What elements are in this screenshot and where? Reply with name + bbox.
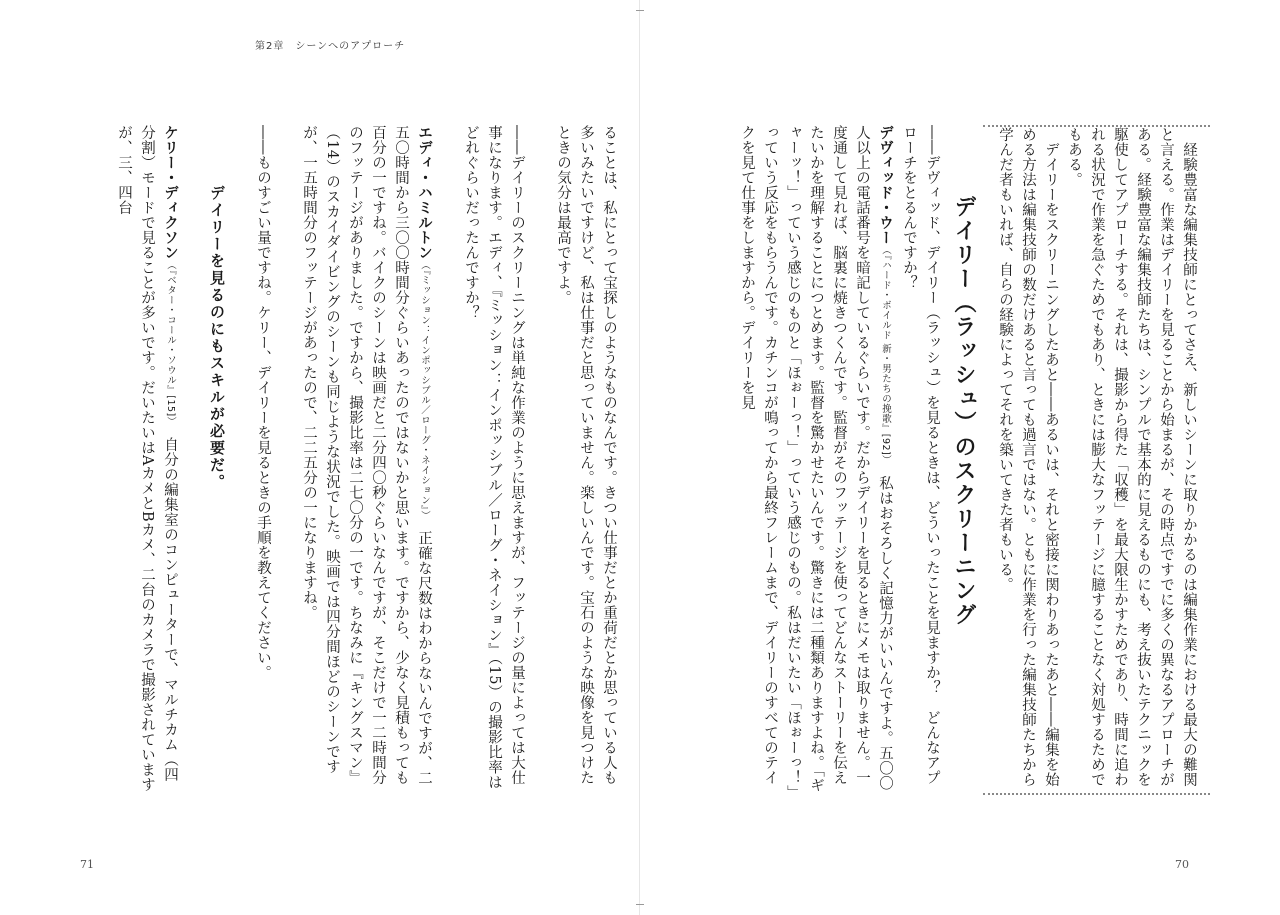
gutter [639, 0, 640, 915]
running-head: 第2章 シーンへのアプローチ [255, 41, 406, 52]
question-2: ――デイリーのスクリーニングは単純な作業のように思えますが、フッテージの量によっては大仕事になります。エディ、『ミッション：インポッシブル／ローグ・ネイション』（15）の撮影比率はどれぐらいだったんですか？ [463, 125, 525, 790]
answer-2 [297, 125, 436, 795]
trim-mark-bottom [636, 904, 644, 905]
answer-3-text: 自分の編集室のコンピューターで、マルチカム（四分割）モードで見ることが多いです。だいたいはAカメとBカメ、二台のカメラで撮影されていますが、三、四台 [116, 125, 178, 793]
page-number-left: 71 [80, 858, 94, 871]
intro-paragraph-1: 経験豊富な編集技師にとってさえ、新しいシーンに取りかかるのは編集作業における最大の難関と言える。作業はデイリーを見ることから始まるが、その時点ですでに多くの異なるアプローチがある。経験豊富な編集技師たちは、シンプルで基本的に見えるものにも、考え抜いたテクニックを駆使してアプローチする。それは、撮影から得た「収穫」を最大限生かすためであり、時間に追われる状況で作業を急ぐためでもあり、ときには膨大なフッテージに臆することなく対処するためでもある。 [1066, 127, 1197, 787]
right-page [665, 125, 1210, 795]
question-3: ――ものすごい量ですね。ケリー、デイリーを見るときの手順を教えてください。 [255, 125, 271, 680]
answer-1 [735, 125, 897, 795]
section-heading: デイリー（ラッシュ）のスクリーニング [951, 195, 976, 627]
trim-mark-top [636, 10, 644, 11]
left-page [72, 125, 620, 795]
speaker-credit-2: （『ミッション：インポッシブル／ローグ・ネイション』） [419, 260, 430, 516]
answer-1-text: 私はおそろしく記憶力がいいんですよ。五〇〇人以上の電話番号を暗記しているぐらいです。だからデイリーを見るときにメモは取りません。一度通して見れば、脳裏に焼きつくんです。監督がそのフッテージを使ってどんなストーリーを伝えたいかを理解することにつとめます。監督を驚かせたいんです。驚きには二種類ありますよね。「ギャーッ！」っていう感じのものと「ほぉーっ！」っていう感じのもの。私はだいたい「ほぉーっ！」っていう反応をもらうんです。カチンコが鳴ってから最終フレームまで、デイリーのすべてのテイクを見て仕事をしますから。デイリーを見 [739, 125, 893, 793]
subheading: デイリーを見るのにもスキルが必要だ。 [208, 185, 226, 491]
intro-paragraph-2: デイリーをスクリーニングしたあと――あるいは、それと密接に関わりあったあと――編集を始める方法は編集技師の数だけあると言っても過言ではない。ともに作業を行った編集技師たちから学んだ者もいれば、自らの経験によってそれを築いてきた者もいる。 [997, 127, 1059, 787]
answer-2-text: 正確な尺数はわからないんですが、二五〇時間から三〇〇時間分ぐらいあったのではないかと思います。ですから、少なく見積もっても百分の一ですね。バイクのシーンは映画だと二分四〇秒ぐらいなんですが、そこだけで一二時間分のフッテージがありました。ですから、撮影比率は二七〇分の一です。ちなみに『キングスマン』（14）のスカイダイビングのシーンも同じような状況でした。映画では四分間ほどのシーンですが、一五時間分のフッテージがあったので、二二五分の一になりますね。 [301, 125, 432, 786]
answer-3 [112, 125, 182, 795]
speaker-name-1: デヴィッド・ウー [877, 125, 893, 245]
speaker-credit-1: （『ハード・ボイルド 新・男たちの挽歌』[92]） [880, 245, 891, 461]
speaker-credit-3: （『ベター・コール・ソウル』[15]） [165, 260, 176, 423]
intro-box [983, 125, 1210, 795]
speaker-name-3: ケリー・ディクソン [162, 125, 178, 260]
speaker-name-2: エディ・ハミルトン [416, 125, 432, 260]
question-1: ――デヴィッド、デイリー（ラッシュ）を見るときは、どういったことを見ますか？ どんなアプローチをとるんですか？ [901, 125, 940, 785]
page-number-right: 70 [1175, 858, 1189, 871]
answer-1-continued: ることは、私にとって宝探しのようなものなんです。きつい仕事だとか重荷だとか思っている人も多いみたいですけど、私は仕事だと思っていません。楽しいんです。宝石のような映像を見つけたときの気分は最高ですよ。 [555, 125, 617, 785]
